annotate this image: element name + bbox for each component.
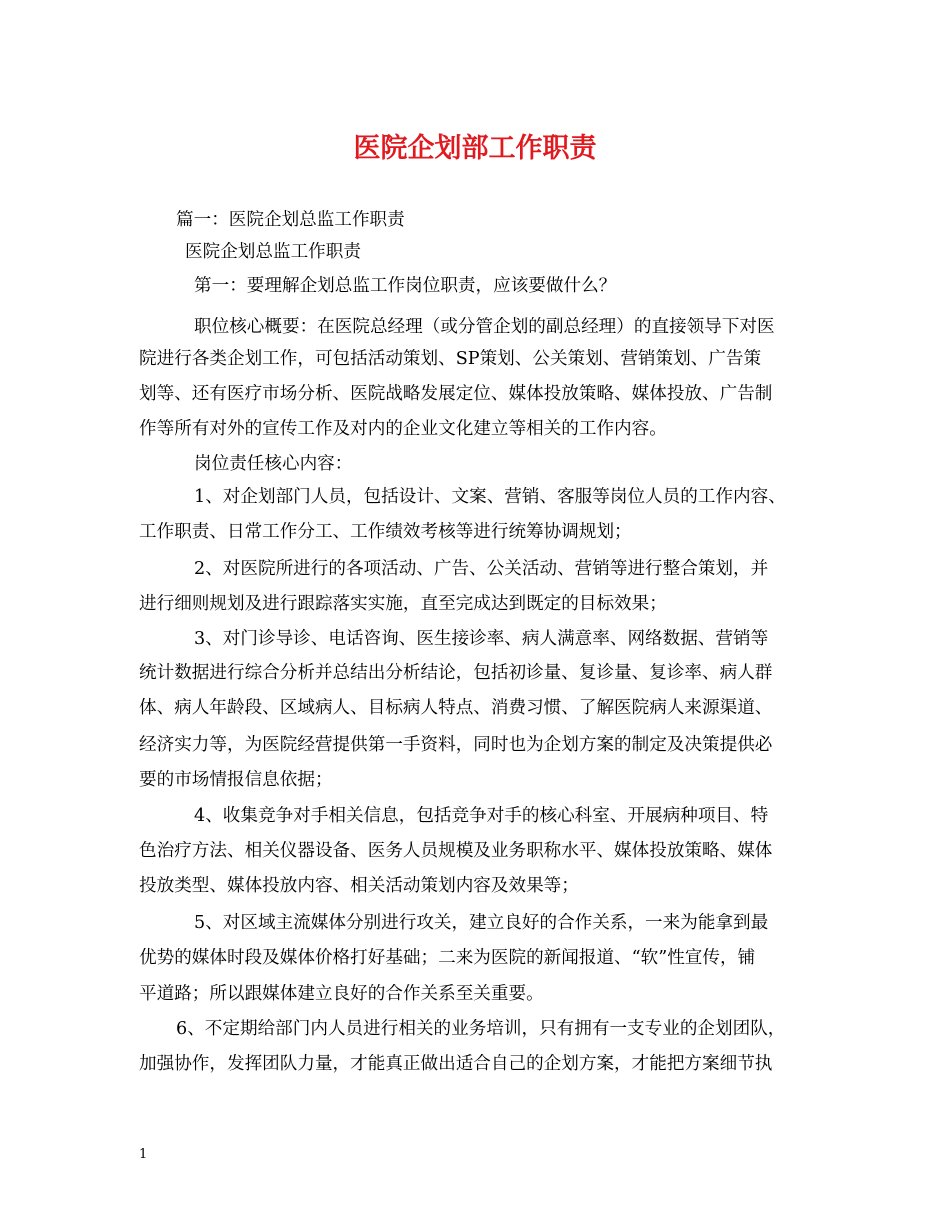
paragraph-line: 院进行各类企划工作，可包括活动策划、SP策划、公关策划、营销策划、广告策: [139, 349, 762, 369]
paragraph-line: 4、收集竞争对手相关信息，包括竞争对手的核心科室、开展病种项目、特: [194, 806, 769, 826]
paragraph-heading: 岗位责任核心内容：: [194, 454, 353, 474]
paragraph-line: 加强协作，发挥团队力量，才能真正做出适合自己的企划方案，才能把方案细节执: [139, 1054, 773, 1074]
paragraph-line: 优势的媒体时段及媒体价格打好基础；二来为医院的新闻报道、“软”性宣传，铺: [139, 948, 756, 968]
paragraph-line: 进行细则规划及进行跟踪落实实施，直至完成达到既定的目标效果；: [139, 594, 667, 614]
paragraph-line: 划等、还有医疗市场分析、医院战略发展定位、媒体投放策略、媒体投放、广告制: [139, 384, 773, 404]
question-line: 第一：要理解企划总监工作岗位职责，应该要做什么？: [194, 276, 617, 296]
paragraph-line: 5、对区域主流媒体分别进行攻关，建立良好的合作关系，一来为能拿到最: [194, 913, 769, 933]
paragraph-line: 统计数据进行综合分析并总结出分析结论，包括初诊量、复诊量、复诊率、病人群: [139, 663, 773, 683]
paragraph-line: 作等所有对外的宣传工作及对内的企业文化建立等相关的工作内容。: [139, 419, 667, 439]
paragraph-line: 2、对医院所进行的各项活动、广告、公关活动、营销等进行整合策划，并: [194, 559, 769, 579]
subsection-heading: 医院企划总监工作职责: [185, 242, 361, 262]
section-heading: 篇一：医院企划总监工作职责: [176, 210, 405, 230]
paragraph-line: 1、对企划部门人员，包括设计、文案、营销、客服等岗位人员的工作内容、: [194, 487, 786, 507]
document-title: 医院企划部工作职责: [353, 133, 597, 164]
paragraph-line: 平道路；所以跟媒体建立良好的合作关系至关重要。: [139, 984, 544, 1004]
paragraph-line: 体、病人年龄段、区域病人、目标病人特点、消费习惯、了解医院病人来源渠道、: [139, 698, 773, 718]
paragraph-line: 职位核心概要：在医院总经理（或分管企划的副总经理）的直接领导下对医: [194, 317, 775, 337]
paragraph-line: 色治疗方法、相关仪器设备、医务人员规模及业务职称水平、媒体投放策略、媒体: [139, 841, 773, 861]
paragraph-line: 经济实力等，为医院经营提供第一手资料，同时也为企划方案的制定及决策提供必: [139, 735, 773, 755]
page-number: 1: [139, 1147, 148, 1162]
paragraph-line: 工作职责、日常工作分工、工作绩效考核等进行统筹协调规划；: [139, 522, 632, 542]
paragraph-line: 6、不定期给部门内人员进行相关的业务培训，只有拥有一支专业的企划团队，: [176, 1019, 786, 1039]
paragraph-line: 3、对门诊导诊、电话咨询、医生接诊率、病人满意率、网络数据、营销等: [194, 629, 769, 649]
paragraph-line: 要的市场情报信息依据；: [139, 770, 333, 790]
paragraph-line: 投放类型、媒体投放内容、相关活动策划内容及效果等；: [139, 876, 579, 896]
